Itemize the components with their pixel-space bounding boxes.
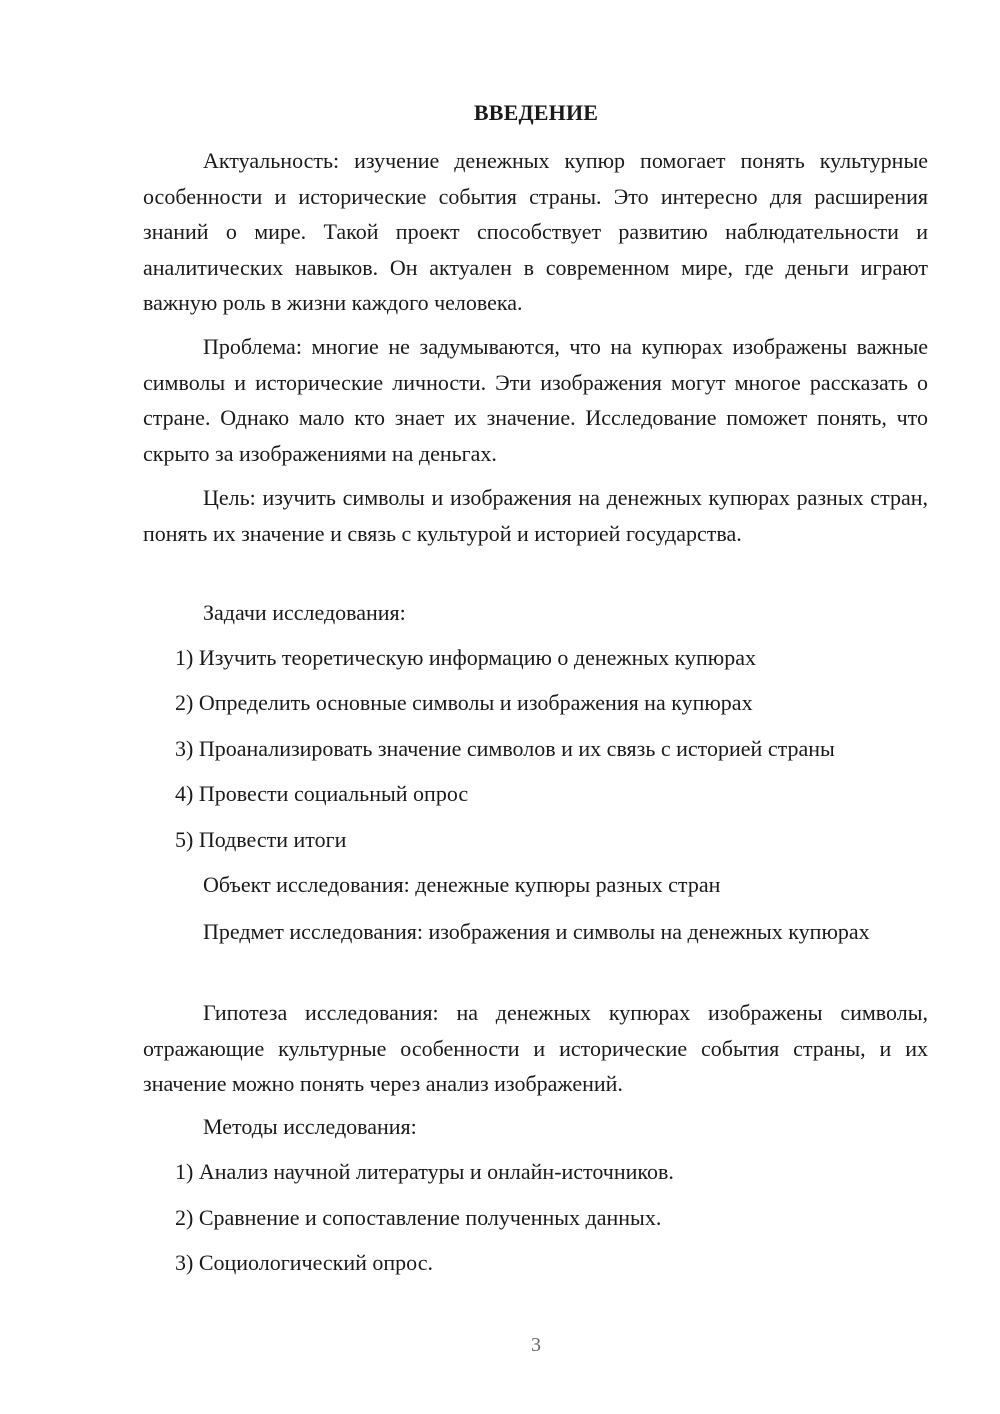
task-item: 3) Проанализировать значение символов и их связь с историей страны: [175, 736, 835, 761]
paragraph-relevance: Актуальность: изучение денежных купюр помогает понять культурные особенности и исторические события страны. Это интересно для расширения знаний о мире. Такой проект способствует развитию наблюдательности и аналитических навыков. Он актуален в современном мире, где деньги играют важную роль в жизни каждого человека.: [143, 148, 928, 315]
task-item: 2) Определить основные символы и изображения на купюрах: [175, 690, 753, 715]
tasks-heading: Задачи исследования:: [203, 600, 406, 625]
paragraph-hypothesis: Гипотеза исследования: на денежных купюрах изображены символы, отражающие культурные особенности и исторические события страны, и их значение можно понять через анализ изображений.: [143, 1000, 928, 1096]
method-item: 1) Анализ научной литературы и онлайн-источников.: [175, 1159, 674, 1184]
method-item: 2) Сравнение и сопоставление полученных данных.: [175, 1205, 662, 1230]
page-number: 3: [531, 1334, 541, 1356]
paragraph-subject: Предмет исследования: изображения и символы на денежных купюрах: [203, 919, 870, 944]
paragraph-goal: Цель: изучить символы и изображения на денежных купюрах разных стран, понять их значение и связь с культурой и историей государства.: [143, 485, 928, 546]
page-title: ВВЕДЕНИЕ: [473, 100, 599, 125]
paragraph-problem: Проблема: многие не задумываются, что на купюрах изображены важные символы и исторические личности. Эти изображения могут многое рассказать о стране. Однако мало кто знает их значение. Исследование поможет понять, что скрыто за изображениями на деньгах.: [143, 334, 928, 466]
task-item: 5) Подвести итоги: [175, 827, 347, 852]
task-item: 1) Изучить теоретическую информацию о денежных купюрах: [175, 645, 757, 670]
methods-heading: Методы исследования:: [203, 1114, 417, 1139]
method-item: 3) Социологический опрос.: [175, 1250, 433, 1275]
object-line: Объект исследования: денежные купюры разных стран: [203, 872, 721, 897]
task-item: 4) Провести социальный опрос: [175, 781, 469, 806]
